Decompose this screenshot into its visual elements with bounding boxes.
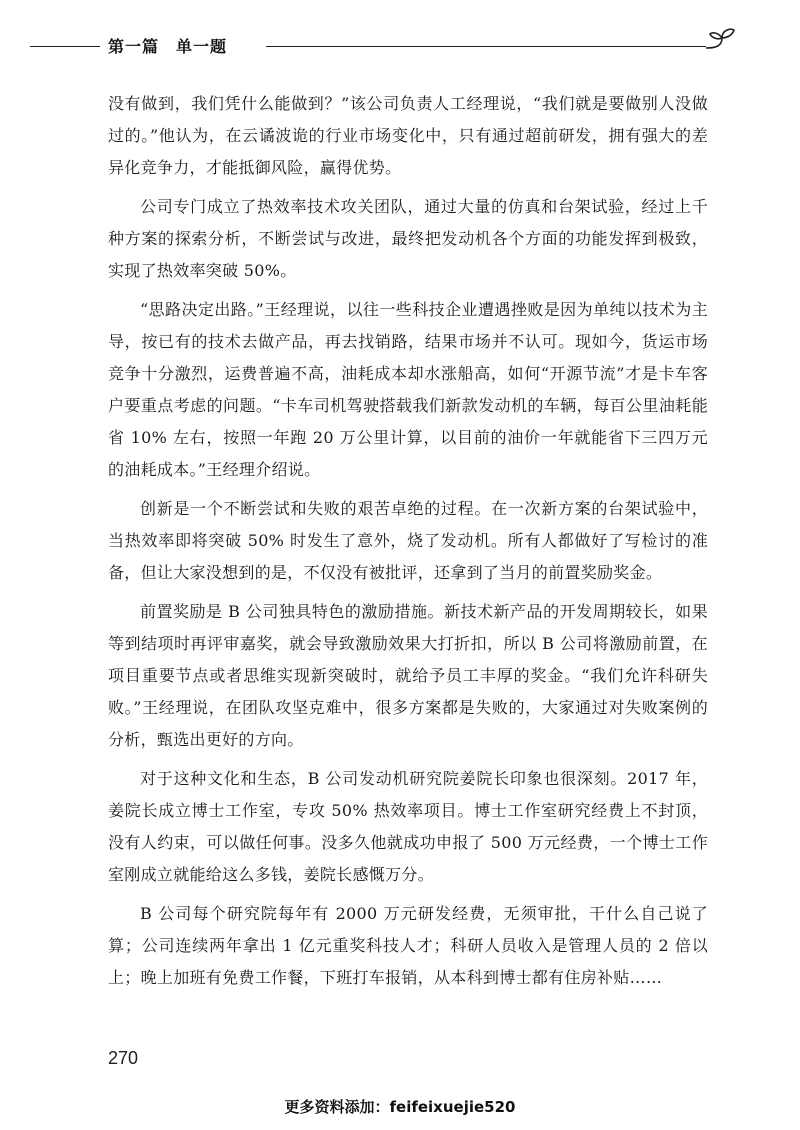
article-body bbox=[108, 88, 708, 1001]
sprout-icon bbox=[702, 24, 738, 56]
paragraph: 公司专门成立了热效率技术攻关团队，通过大量的仿真和台架试验，经过上千种方案的探索分析，不断尝试与改进，最终把发动机各个方面的功能发挥到极致，实现了热效率突破 50%。 bbox=[108, 197, 708, 280]
header-rule-left bbox=[30, 46, 100, 47]
paragraph: 对于这种文化和生态，B 公司发动机研究院姜院长印象也很深刻。2017 年，姜院长成立博士工作室，专攻 50% 热效率项目。博士工作室研究经费上不封顶，没有人约束，可以做任何事。没多久他就成功申报了 500 万元经费，一个博士工作室刚成立就能给这么多钱，姜院长感慨万分。 bbox=[108, 769, 708, 884]
paragraph: B 公司每个研究院每年有 2000 万元研发经费，无须审批，干什么自己说了算；公司连续两年拿出 1 亿元重奖科技人才；科研人员收入是管理人员的 2 倍以上；晚上加班有免费工作餐，下班打车报销，从本科到博士都有住房补贴…… bbox=[108, 904, 708, 987]
section-title: 第一篇 单一题 bbox=[108, 37, 228, 56]
paragraph: “思路决定出路。”王经理说，以往一些科技企业遭遇挫败是因为单纯以技术为主导，按已有的技术去做产品，再去找销路，结果市场并不认可。现如今，货运市场竞争十分激烈，运费普遍不高，油耗成本却水涨船高，如何“开源节流”才是卡车客户要重点考虑的问题。“卡车司机驾驶搭载我们新款发动机的车辆，每百公里油耗能省 10% 左右，按照一年跑 20 万公里计算，以目前的油价一年就能省下三四万元的油耗成本。”王经理介绍说。 bbox=[108, 300, 708, 479]
header-rule-right bbox=[266, 46, 706, 47]
page-number: 270 bbox=[108, 1048, 139, 1068]
footer-note: 更多资料添加：feifeixuejie520 bbox=[284, 1098, 516, 1116]
paragraph: 创新是一个不断尝试和失败的艰苦卓绝的过程。在一次新方案的台架试验中，当热效率即将突破 50% 时发生了意外，烧了发动机。所有人都做好了写检讨的准备，但让大家没想到的是，不仅没有被批评，还拿到了当月的前置奖励奖金。 bbox=[108, 499, 708, 582]
page-header bbox=[30, 22, 730, 58]
paragraph: 没有做到，我们凭什么能做到？”该公司负责人工经理说，“我们就是要做别人没做过的。”他认为，在云谲波诡的行业市场变化中，只有通过超前研发，拥有强大的差异化竞争力，才能抵御风险，赢得优势。 bbox=[108, 94, 708, 177]
paragraph: 前置奖励是 B 公司独具特色的激励措施。新技术新产品的开发周期较长，如果等到结项时再评审嘉奖，就会导致激励效果大打折扣，所以 B 公司将激励前置，在项目重要节点或者思维实现新突破时，就给予员工丰厚的奖金。“我们允许科研失败。”王经理说，在团队攻坚克难中，很多方案都是失败的，大家通过对失败案例的分析，甄选出更好的方向。 bbox=[108, 602, 708, 749]
